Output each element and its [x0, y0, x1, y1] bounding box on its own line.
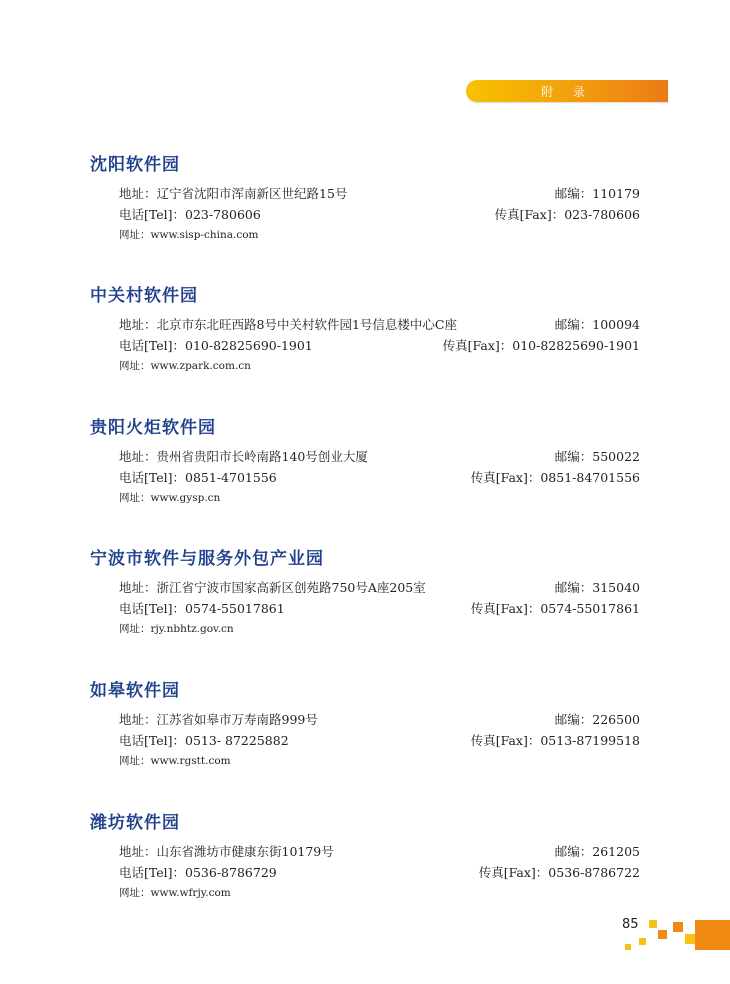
entry-fax: 传真[Fax]：0513-87199518 — [470, 733, 640, 748]
entry-postcode: 邮编：100094 — [554, 317, 640, 332]
entry-phone: 电话[Tel]：010-82825690-1901 — [119, 338, 313, 353]
entry-phone: 电话[Tel]：0851-4701556 — [119, 470, 277, 485]
entry-address: 地址：贵州省贵阳市长岭南路140号创业大厦 — [119, 449, 368, 464]
park-entry-ningbo — [0, 544, 730, 664]
entry-address: 地址：北京市东北旺西路8号中关村软件园1号信息楼中心C座 — [119, 317, 457, 332]
entry-website: 网址：www.sisp-china.com — [119, 229, 259, 241]
entry-fax: 传真[Fax]：023-780606 — [494, 207, 640, 222]
entry-fax: 传真[Fax]：010-82825690-1901 — [442, 338, 640, 353]
entry-address: 地址：浙江省宁波市国家高新区创苑路750号A座205室 — [119, 580, 426, 595]
entry-title: 如皋软件园 — [90, 681, 180, 701]
park-entry-zhongguancun — [0, 281, 730, 401]
entry-postcode: 邮编：315040 — [554, 580, 640, 595]
entry-website: 网址：rjy.nbhtz.gov.cn — [119, 623, 234, 635]
section-tab — [466, 80, 668, 102]
entry-postcode: 邮编：261205 — [554, 844, 640, 859]
park-entry-guiyang — [0, 413, 730, 533]
entry-phone: 电话[Tel]：0574-55017861 — [119, 601, 285, 616]
entry-address: 地址：辽宁省沈阳市浑南新区世纪路15号 — [119, 186, 348, 201]
section-tab-label: 附 录 — [541, 85, 593, 99]
entry-website: 网址：www.gysp.cn — [119, 492, 221, 504]
entry-phone: 电话[Tel]：0513- 87225882 — [119, 733, 289, 748]
entry-phone: 电话[Tel]：023-780606 — [119, 207, 261, 222]
entry-title: 潍坊软件园 — [90, 813, 180, 833]
entry-postcode: 邮编：110179 — [554, 186, 640, 201]
entry-fax: 传真[Fax]：0574-55017861 — [470, 601, 640, 616]
park-entry-weifang — [0, 808, 730, 928]
entry-website: 网址：www.zpark.com.cn — [119, 360, 251, 372]
entry-website: 网址：www.rgstt.com — [119, 755, 231, 767]
entry-fax: 传真[Fax]：0851-84701556 — [470, 470, 640, 485]
entry-phone: 电话[Tel]：0536-8786729 — [119, 865, 277, 880]
entry-title: 贵阳火炬软件园 — [90, 418, 216, 438]
page-number: 85 — [622, 917, 639, 932]
park-entry-shenyang — [0, 150, 730, 270]
entry-postcode: 邮编：550022 — [554, 449, 640, 464]
entry-title: 中关村软件园 — [90, 286, 198, 306]
entry-fax: 传真[Fax]：0536-8786722 — [478, 865, 640, 880]
entry-address: 地址：山东省潍坊市健康东街10179号 — [119, 844, 334, 859]
entry-postcode: 邮编：226500 — [554, 712, 640, 727]
corner-decoration — [605, 920, 730, 950]
entry-title: 沈阳软件园 — [90, 155, 180, 175]
entry-address: 地址：江苏省如皋市万寿南路999号 — [119, 712, 318, 727]
entry-title: 宁波市软件与服务外包产业园 — [90, 549, 324, 569]
entry-website: 网址：www.wfrjy.com — [119, 887, 231, 899]
park-entry-rugao — [0, 676, 730, 796]
